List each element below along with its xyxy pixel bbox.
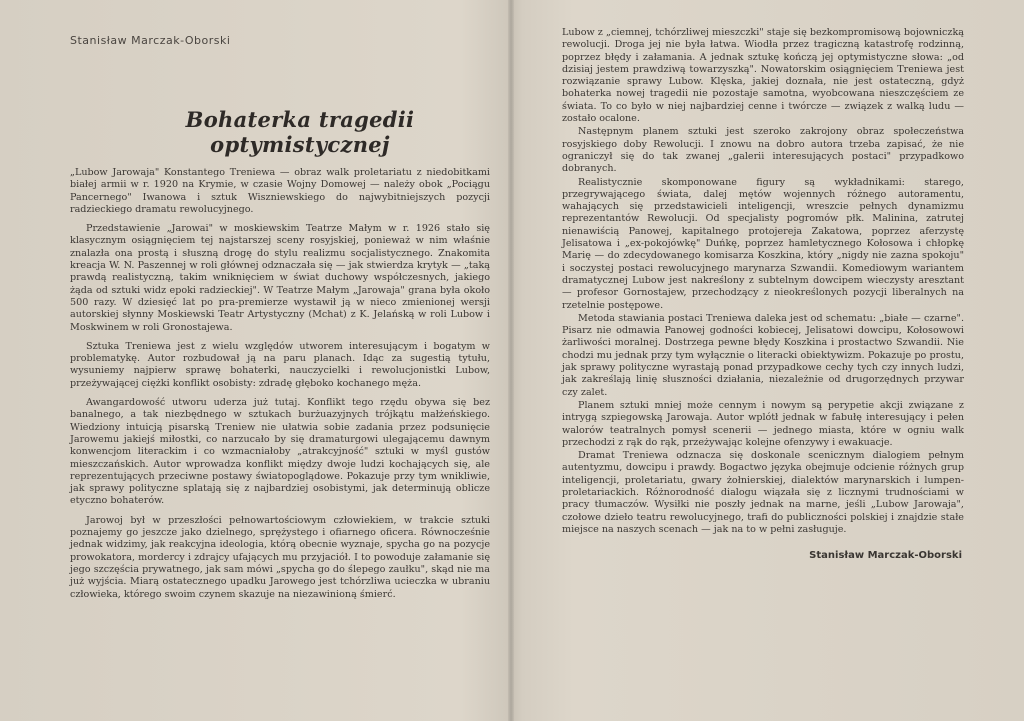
paragraph: „Lubow Jarowaja" Konstantego Treniewa — obraz walk proletariatu z niedobitkami białej armii w r. 1920 na Krymie, w czasie Wojny Domowej — należy obok „Pociągu Pancernego" Iwanowa i sztuk Wiszniewskiego do najwybitniejszych pozycji radzieckiego dramatu rewolucyjnego. xyxy=(70,167,490,215)
paragraph: Awangardowość utworu uderza już tutaj. Konflikt tego rzędu obywa się bez banalnego, a tak niezbędnego w sztukach burżuazyjnych trójkątu małżeńskiego. Wiedziony intuicją pisarską Treniew nie ułatwia sobie zadania przez podsunięcie Jarowemu jakiejś miłostki, co narzucało by się dramaturgowi ulegającemu dawnym konwencjom literackim i co wzmacniałoby „atrakcyjność" sztuki w myśl gustów mieszczańskich. Autor wprowadza konflikt między dwoje ludzi kochających się, ale reprezentujących przeciwne postawy światopoglądowe. Pokazuje przy tym wnikliwie, jak sprawy polityczne splatają się z najbardziej osobistymi, jak determinują oblicze etyczno bohaterów. xyxy=(70,397,490,507)
author-header: Stanisław Marczak-Oborski xyxy=(70,34,231,47)
left-page xyxy=(0,0,510,721)
right-page xyxy=(514,0,1024,721)
article-title: Bohaterka tragedii optymistycznej xyxy=(185,107,415,157)
paragraph: Realistycznie skomponowane figury są wykładnikami: starego, przegrywającego świata, dalej mętów wojennych różnego autoramentu, wahających się przedstawicieli inteligencji, wreszcie pełnych dynamizmu reprezentantów Rewolucji. Od specjalisty pogromów płk. Malinina, zatrutej nienawiścią Panowej, kapitalnego protojereja Zakatowa, poprzez aferzystę Jelisatowa i „ex-pokojówkę" Duńkę, poprzez hamletycznego Kołosowa i chłopkę Marię — do zdecydowanego komisarza Koszkina, który „nigdy nie zazna spokoju" i soczystej postaci rewolucyjnego marynarza Szwandii. Komediowym wariantem dramatycznej Lubow jest nakreślony z subtelnym dowcipem wieczysty aresztant — profesor Gornostajew, przechodzący z nieokreślonych pozycji liberalnych na rzetelnie postępowe. xyxy=(562,176,964,311)
paragraph: Sztuka Treniewa jest z wielu względów utworem interesującym i bogatym w problematykę. Autor rozbudował ją na paru planach. Idąc za sugestią tytułu, wysuniemy najpierw sprawę bohaterki, nauczycielki i rewolucjonistki Lubow, przeżywającej ciężki konflikt osobisty: zdradę głęboko kochanego męża. xyxy=(70,340,490,389)
paragraph: Przedstawienie „Jarowai" w moskiewskim Teatrze Małym w r. 1926 stało się klasycznym osiągnięciem tej najstarszej sceny rosyjskiej, ponieważ w nim właśnie znalazła ona prostą i słuszną drogę do stylu realizmu socjalistycznego. Znakomita kreacja W. N. Paszennej w roli głównej odznaczała się — jak stwierdza krytyk — „taką prawdą realistyczną, takim wniknięciem w świat duchowy współczesnych, jakiego żąda od sztuki widz epoki radzieckiej". W Teatrze Małym „Jarowaja" grana była około 500 razy. W dziesięć lat po pra-premierze wystawił ją w nieco zmienionej wersji autorskiej słynny Moskiewski Teatr Artystyczny (Mchat) z K. Jelańską w roli Lubow i Moskwinem w roli Gronostajewa. xyxy=(70,223,490,333)
paragraph: Planem sztuki mniej może cennym i nowym są perypetie akcji związane z intrygą szpiegowską Jarowaja. Autor wplótł jednak w fabułę interesujący i pełen walorów teatralnych pomysł scenerii — jednego miasta, które w ogniu walk przechodzi z rąk do rąk, przeżywając kolejne ofenzywy i ewakuacje. xyxy=(562,399,964,448)
paragraph: Lubow z „ciemnej, tchórzliwej mieszczki" staje się bezkompromisową bojowniczką rewolucji. Droga jej nie była łatwa. Wiodła przez tragiczną katastrofę rodzinną, poprzez błędy i załamania. A jednak sztukę kończą jej optymistyczne słowa: „od dzisiaj jestem prawdziwą towarzyszką". Nowatorskim osiągnięciem Treniewa jest rozwiązanie sprawy Lubow. Klęska, jakiej doznała, nie jest ostateczną, gdyż bohaterka nowej tragedii nie pozostaje samotna, wyobcowana nieszczęściem ze świata. To co było w niej najbardziej cenne i twórcze — związek z walką ludu — zostało ocalone. xyxy=(562,27,964,125)
paragraph: Dramat Treniewa odznacza się doskonale scenicznym dialogiem pełnym autentyzmu, dowcipu i prawdy. Bogactwo języka obejmuje odcienie różnych grup inteligencji, proletariatu, gwary żołnierskiej, dialektów marynarskich i lumpen-proletariackich. Różnorodność dialogu wiązała się z licznymi trudnościami w pracy tłumaczów. Wysiłki nie poszły jednak na marne, jeśli „Lubow Jarowaja", czołowe dzieło teatru rewolucyjnego, trafi do publiczności polskiej i znajdzie stałe miejsce na naszych scenach — jak na to w pełni zasługuje. xyxy=(562,450,964,535)
paragraph: Jarowoj był w przeszłości pełnowartościowym człowiekiem, w trakcie sztuki poznajemy go jeszcze jako dzielnego, sprężystego i ofiarnego oficera. Równocześnie jednak widzimy, jak reakcyjna ideologia, którą obecnie wyznaje, spycha go na pozycje prowokatora, mordercy i zdrajcy ufających mu przyjaciół. I to powoduje załamanie się jego szczęścia prywatnego, jak sam mówi „spycha go do ślepego zaułku", skąd nie ma już wyjścia. Miarą ostatecznego upadku Jarowego jest tchórzliwa ucieczka w ubraniu człowieka, którego swoim czynem skazuje na niezawinioną śmierć. xyxy=(70,514,490,600)
paragraph: Metoda stawiania postaci Treniewa daleka jest od schematu: „białe — czarne". Pisarz nie odmawia Panowej godności kobiecej, Jelisatowi dowcipu, Kołosowowi żarliwości moralnej. Dostrzega pewne błędy Koszkina i prostactwo Szwandii. Nie chodzi mu jednak przy tym wyłącznie o literacki obiektywizm. Pokazuje po prostu, jak sprawy polityczne wyrastają ponad przypadkowe cechy tych czy innych ludzi, jak zakreślają linię słuszności działania, niezależnie od drugorzędnych przywar czy zalet. xyxy=(562,312,964,398)
paragraph: Następnym planem sztuki jest szeroko zakrojony obraz społeczeństwa rosyjskiego doby Rewolucji. I znowu na dobro autora trzeba zapisać, że nie ograniczył się do tak zwanej „galerii interesujących postaci" przypadkowo dobranych. xyxy=(562,126,964,175)
author-signature: Stanisław Marczak-Oborski xyxy=(809,550,962,562)
